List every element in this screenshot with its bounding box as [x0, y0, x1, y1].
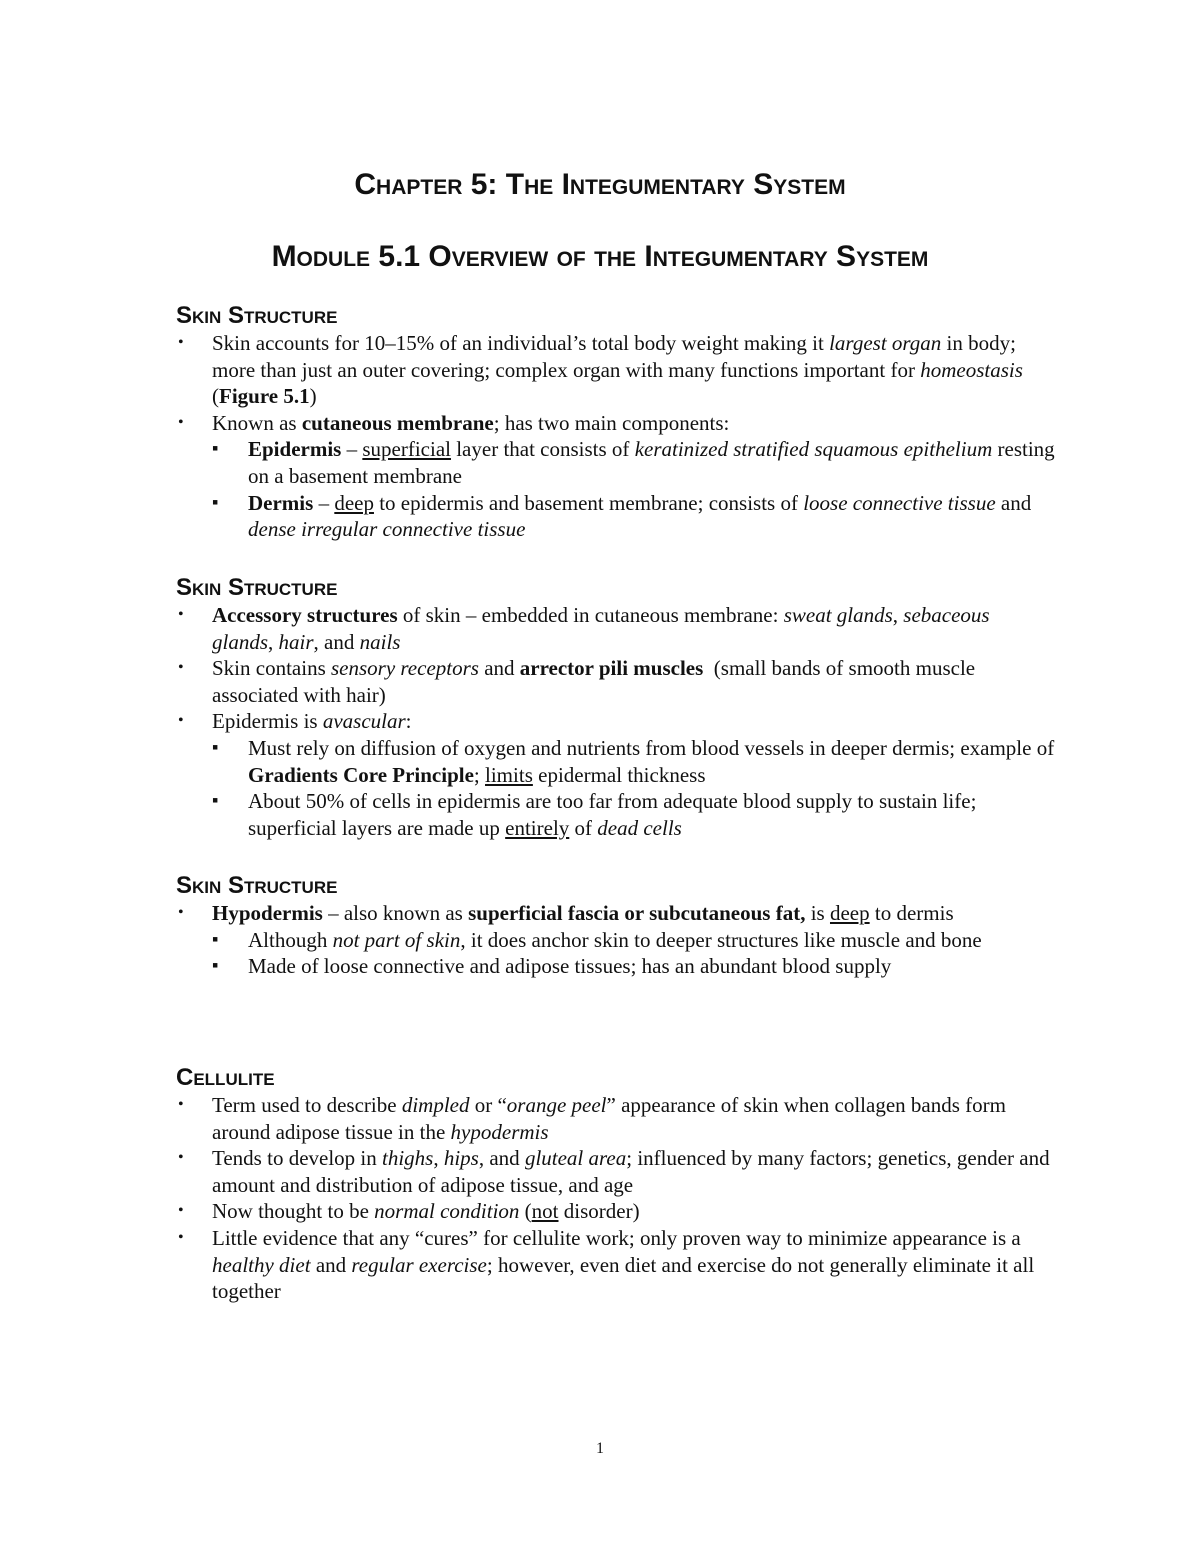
text-run: disorder): [558, 1199, 640, 1224]
page-number: 1: [596, 1440, 604, 1457]
text-run: (: [212, 357, 1029, 409]
text-run: Tends to develop in: [212, 1146, 382, 1171]
module-title: Module 5.1 Overview of the Integumentary System: [271, 240, 929, 273]
text-run: to dermis: [869, 901, 954, 925]
text-run: Made of loose connective and adipose tissues; has an abundant blood supply: [248, 954, 892, 979]
text-run: –: [341, 437, 363, 462]
bullet-item: [176, 1198, 1056, 1225]
section-skin-structure-3: [176, 872, 1056, 980]
sub-bullet-item: [212, 436, 1060, 489]
text-run: and: [995, 490, 1037, 515]
bullet-list-level-1: [176, 900, 1056, 980]
bullet-item: [176, 330, 1056, 410]
bullet-item: [176, 708, 1060, 841]
text-run: and: [310, 1252, 352, 1277]
text-run: limits: [485, 762, 533, 787]
bullet-list: [176, 602, 1060, 841]
text-run: ,: [268, 629, 279, 654]
text-run: ,: [892, 603, 904, 627]
text-run: sensory receptors: [331, 656, 479, 681]
text-run: Gradients Core Principle: [248, 762, 474, 787]
text-run: dead cells: [597, 815, 682, 840]
bullet-list-level-1: [176, 330, 1060, 543]
bullet-item: [176, 410, 1060, 543]
text-run: superficial fascia or subcutaneous fat,: [468, 901, 806, 925]
text-run: , and: [478, 1146, 525, 1171]
text-run: Dermis: [248, 490, 314, 515]
bullet-list-level-2: [212, 735, 1060, 841]
text-run: superficial: [362, 437, 451, 462]
text-run: gluteal area: [524, 1146, 627, 1171]
bullet-item: [176, 1145, 1056, 1198]
text-run: ; influenced by many factors; genetics, gender and amount and distribution of adipose tissue, and age: [212, 1146, 1055, 1197]
bullet-list: [176, 900, 1056, 980]
bullet-item: [176, 602, 1056, 655]
text-run: Epidermis is: [212, 709, 323, 734]
sub-bullet-item: [212, 788, 1056, 841]
bullet-list-level-1: [176, 602, 1060, 841]
text-run: Accessory structures: [212, 603, 398, 627]
text-run: ,: [433, 1146, 444, 1171]
bullet-list-level-1: [176, 1092, 1056, 1305]
text-run: nails: [359, 629, 401, 654]
sub-bullet-item: [212, 490, 1056, 543]
text-run: keratinized stratified squamous epithelium: [634, 437, 993, 462]
text-run: hypodermis: [450, 1119, 549, 1144]
text-run: ; however, even diet and exercise do not generally eliminate it all together: [212, 1252, 1040, 1304]
text-run: ” appearance of skin when collagen bands form around adipose tissue in the: [212, 1093, 1012, 1144]
text-run: homeostasis: [920, 357, 1023, 382]
text-run: entirely: [505, 815, 570, 840]
text-run: regular exercise: [351, 1252, 487, 1277]
text-run: avascular: [322, 709, 406, 734]
section-heading: Skin Structure: [176, 574, 338, 601]
bullet-list: [176, 330, 1060, 543]
text-run: Must rely on diffusion of oxygen and nutrients from blood vessels in deeper dermis; example of: [248, 735, 1060, 760]
text-run: , it does anchor skin to deeper structures like muscle and bone: [460, 927, 982, 952]
text-run: healthy diet: [212, 1252, 311, 1277]
text-run: is: [805, 901, 830, 925]
text-run: dense irregular connective tissue: [248, 517, 526, 542]
text-run: of skin – embedded in cutaneous membrane:: [397, 603, 784, 627]
text-run: and: [478, 656, 520, 681]
text-run: in body; more than just an outer covering; complex organ with many functions important for: [212, 331, 1022, 382]
text-run: (small bands of smooth muscle associated with hair): [212, 656, 981, 707]
text-run: not part of skin: [332, 927, 461, 952]
text-run: deep: [829, 901, 870, 925]
section-skin-structure-2: [176, 574, 1060, 841]
text-run: largest organ: [829, 331, 942, 355]
text-run: thighs: [382, 1146, 434, 1171]
text-run: Now thought to be: [212, 1199, 375, 1224]
text-run: Term used to describe: [212, 1093, 402, 1117]
text-run: Although: [248, 927, 333, 952]
text-run: cutaneous membrane: [301, 410, 494, 435]
bullet-list-level-2: [212, 927, 1056, 980]
text-run: or “: [469, 1093, 507, 1117]
section-heading: Cellulite: [176, 1064, 275, 1091]
text-run: sweat glands: [783, 603, 893, 627]
text-run: Figure 5.1: [219, 384, 310, 409]
text-run: :: [405, 709, 412, 734]
text-run: normal condition: [374, 1199, 520, 1224]
text-run: sebaceous glands: [212, 603, 995, 654]
bullet-list-level-2: [212, 436, 1060, 542]
text-run: dimpled: [401, 1093, 470, 1117]
text-run: hair: [278, 629, 314, 654]
bullet-list: [176, 1092, 1056, 1305]
text-run: ): [309, 384, 317, 409]
text-run: (: [519, 1199, 532, 1224]
text-run: Skin accounts for 10–15% of an individual’s total body weight making it: [212, 331, 830, 355]
sub-bullet-item: [212, 927, 1056, 954]
text-run: resting on a basement membrane: [248, 437, 1060, 488]
text-run: About 50% of cells in epidermis are too far from adequate blood supply to sustain life; superficial layers are made up: [248, 789, 982, 840]
text-run: ; has two main components:: [493, 410, 730, 435]
text-run: – also known as: [322, 901, 469, 925]
text-run: Little evidence that any “cures” for cellulite work; only proven way to minimize appearance is a: [212, 1225, 1027, 1250]
text-run: layer that consists of: [450, 437, 635, 462]
text-run: deep: [334, 490, 374, 515]
text-run: to epidermis and basement membrane; consists of: [373, 490, 804, 515]
bullet-item: [176, 1092, 1056, 1145]
text-run: arrector pili muscles: [519, 656, 704, 681]
text-run: loose connective tissue: [803, 490, 996, 515]
text-run: Skin contains: [212, 656, 331, 681]
section-cellulite: [176, 1064, 1056, 1305]
bullet-item: [176, 1225, 1056, 1305]
text-run: ;: [473, 762, 486, 787]
bullet-item: [176, 900, 1056, 980]
section-heading: Skin Structure: [176, 872, 338, 899]
bullet-item: [176, 655, 1056, 708]
text-run: hips: [443, 1146, 479, 1171]
text-run: Epidermis: [248, 437, 342, 462]
text-run: Known as: [212, 410, 302, 435]
text-run: , and: [313, 629, 360, 654]
sub-bullet-item: [212, 953, 1056, 980]
text-run: of: [569, 815, 598, 840]
sub-bullet-item: [212, 735, 1060, 788]
text-run: epidermal thickness: [532, 762, 706, 787]
text-run: –: [313, 490, 335, 515]
text-run: orange peel: [506, 1093, 607, 1117]
text-run: Hypodermis: [212, 901, 323, 925]
chapter-title: Chapter 5: The Integumentary System: [354, 168, 846, 201]
section-skin-structure-1: [176, 302, 1060, 543]
section-heading: Skin Structure: [176, 302, 338, 329]
text-run: not: [531, 1199, 559, 1224]
